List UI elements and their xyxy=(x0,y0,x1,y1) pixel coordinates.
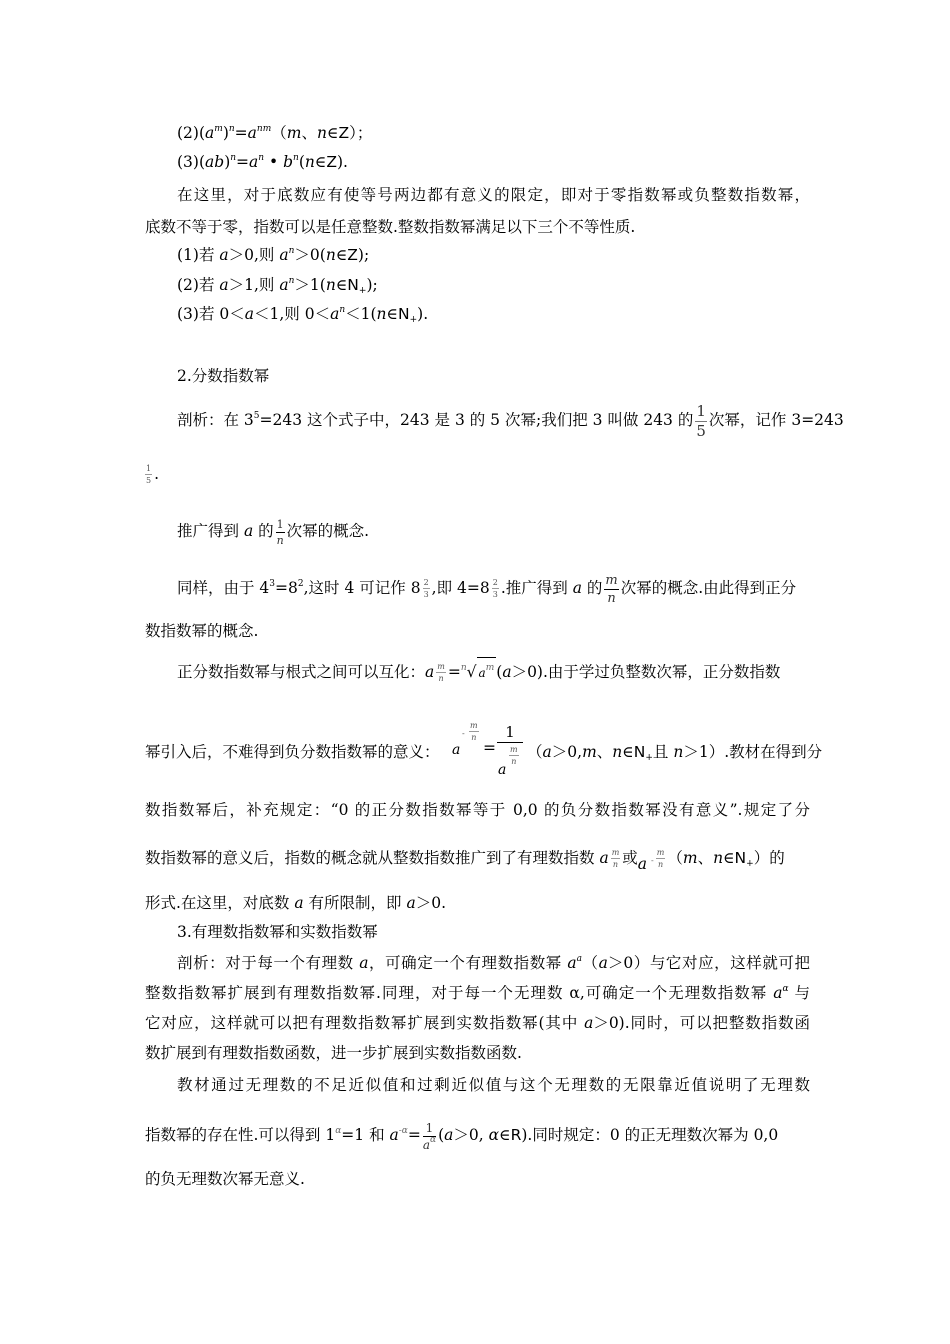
paragraph-text: 的负无理数次幂无意义. xyxy=(145,1170,305,1188)
paragraph-text: 数扩展到有理数指数函数，进一步扩展到实数指数函数. xyxy=(145,1044,522,1062)
inequality-line-3: (3)若 0＜a＜1,则 $0<a^n<1(n\in N_+)$. xyxy=(177,305,429,325)
section-heading: 2.分数指数幂 xyxy=(177,367,270,385)
irrational-exponent-line: 指数幂的存在性.可以得到 $1^\alpha=1$ 和 $a^{-\alpha}=$ $\frac{1}{a^\alpha}$ (a＞0, α∈R).同时规定：0 的正无理数次幂为 0,0 xyxy=(145,1120,779,1152)
radical-sign: √ xyxy=(466,663,477,681)
paragraph-text: 在这里，对于底数应有使等号两边都有意义的限定，即对于零指数幂或负整数指数幂， xyxy=(177,186,810,204)
paragraph-text: 底数不等于零，指数可以是任意整数.整数指数幂满足以下三个不等性质. xyxy=(145,218,636,236)
analysis-line: 剖析：在 $3^5=243$ 这个式子中，243 是 3 的 5 次幂;我们把 3 叫做 243 的 $\frac{1}{5}$ 次幂，记作 3=243 xyxy=(177,401,844,440)
paragraph-text: 它对应，这样就可以把有理数指数幂扩展到实数指数幂(其中 a＞0).同时，可以把整数指数函 xyxy=(145,1014,810,1032)
paragraph-text: 剖析：对于每一个有理数 a，可确定一个有理数指数幂 $a^a(a>0)$与它对应，这样就可把 xyxy=(177,954,810,972)
inequality-line-1: (1)若 a＞0,则 $a^n>0(n\in Z)$; xyxy=(177,246,370,264)
paragraph-text: 数指数幂后，补充规定：“0 的正分数指数幂等于 0,0 的负分数指数幂没有意义”.规定了分 xyxy=(145,801,810,819)
property-line-3: $(3)(ab)^n=a^n$ • $b^n(n\in Z)$. xyxy=(177,153,348,171)
inequality-line-2: (2)若 a＞1,则 $a^n>1(n\in N_+)$; xyxy=(177,276,378,296)
generalization-line: 推广得到 a 的 $\frac{1}{n}$ 次幂的概念. xyxy=(177,517,370,547)
rational-exponent-line: 数指数幂的意义后，指数的概念就从整数指数推广到了有理数指数 a $\frac{m}{n}$ 或a - $\frac{m}{n}$ （m、$n\in N_+$）的 xyxy=(145,848,785,873)
paragraph-text: 教材通过无理数的不足近似值和过剩近似值与这个无理数的无限靠近值说明了无理数 xyxy=(177,1076,810,1094)
fraction: $\frac{1}{5}$ xyxy=(696,401,706,440)
paragraph-text: 数指数幂的概念. xyxy=(145,622,259,640)
paragraph-text: 形式.在这里，对底数 a 有所限制，即 a＞0. xyxy=(145,894,447,912)
similarly-line: 同样，由于 $4^3=8^2$,这时 4 可记作 8 $\frac{2}{3}$ ,即 4=8 $\frac{2}{3}$ .推广得到 a 的 $\frac{m}{n}$ 次幂的概念.由此得到正分 xyxy=(177,572,797,606)
paragraph-text: 整数指数幂扩展到有理数指数幂.同理，对于每一个无理数 α,可确定一个无理数指数幂 $a^\alpha$ 与 xyxy=(145,984,810,1002)
property-line-2: $(2)(a^m)^n=a^{nm}(m$、n∈Z）； xyxy=(177,124,373,142)
negative-exponent-line: 幂引入后，不难得到负分数指数幂的意义： a - $\frac{m}{n}$ = 1 a $\frac{m}{n}$ （a＞0,m、$n\in N_+$且 n＞1）.教材在得到分 xyxy=(145,721,823,778)
section-heading: 3.有理数指数幂和实数指数幂 xyxy=(177,923,378,941)
exponent-continuation: $\frac{1}{5}$ . xyxy=(146,464,160,485)
radical-conversion-line: 正分数指数幂与根式之间可以互化：a $\frac{m}{n}$ =$^n$√ $a^m$ (a＞0).由于学过负整数次幂，正分数指数 xyxy=(177,657,810,688)
